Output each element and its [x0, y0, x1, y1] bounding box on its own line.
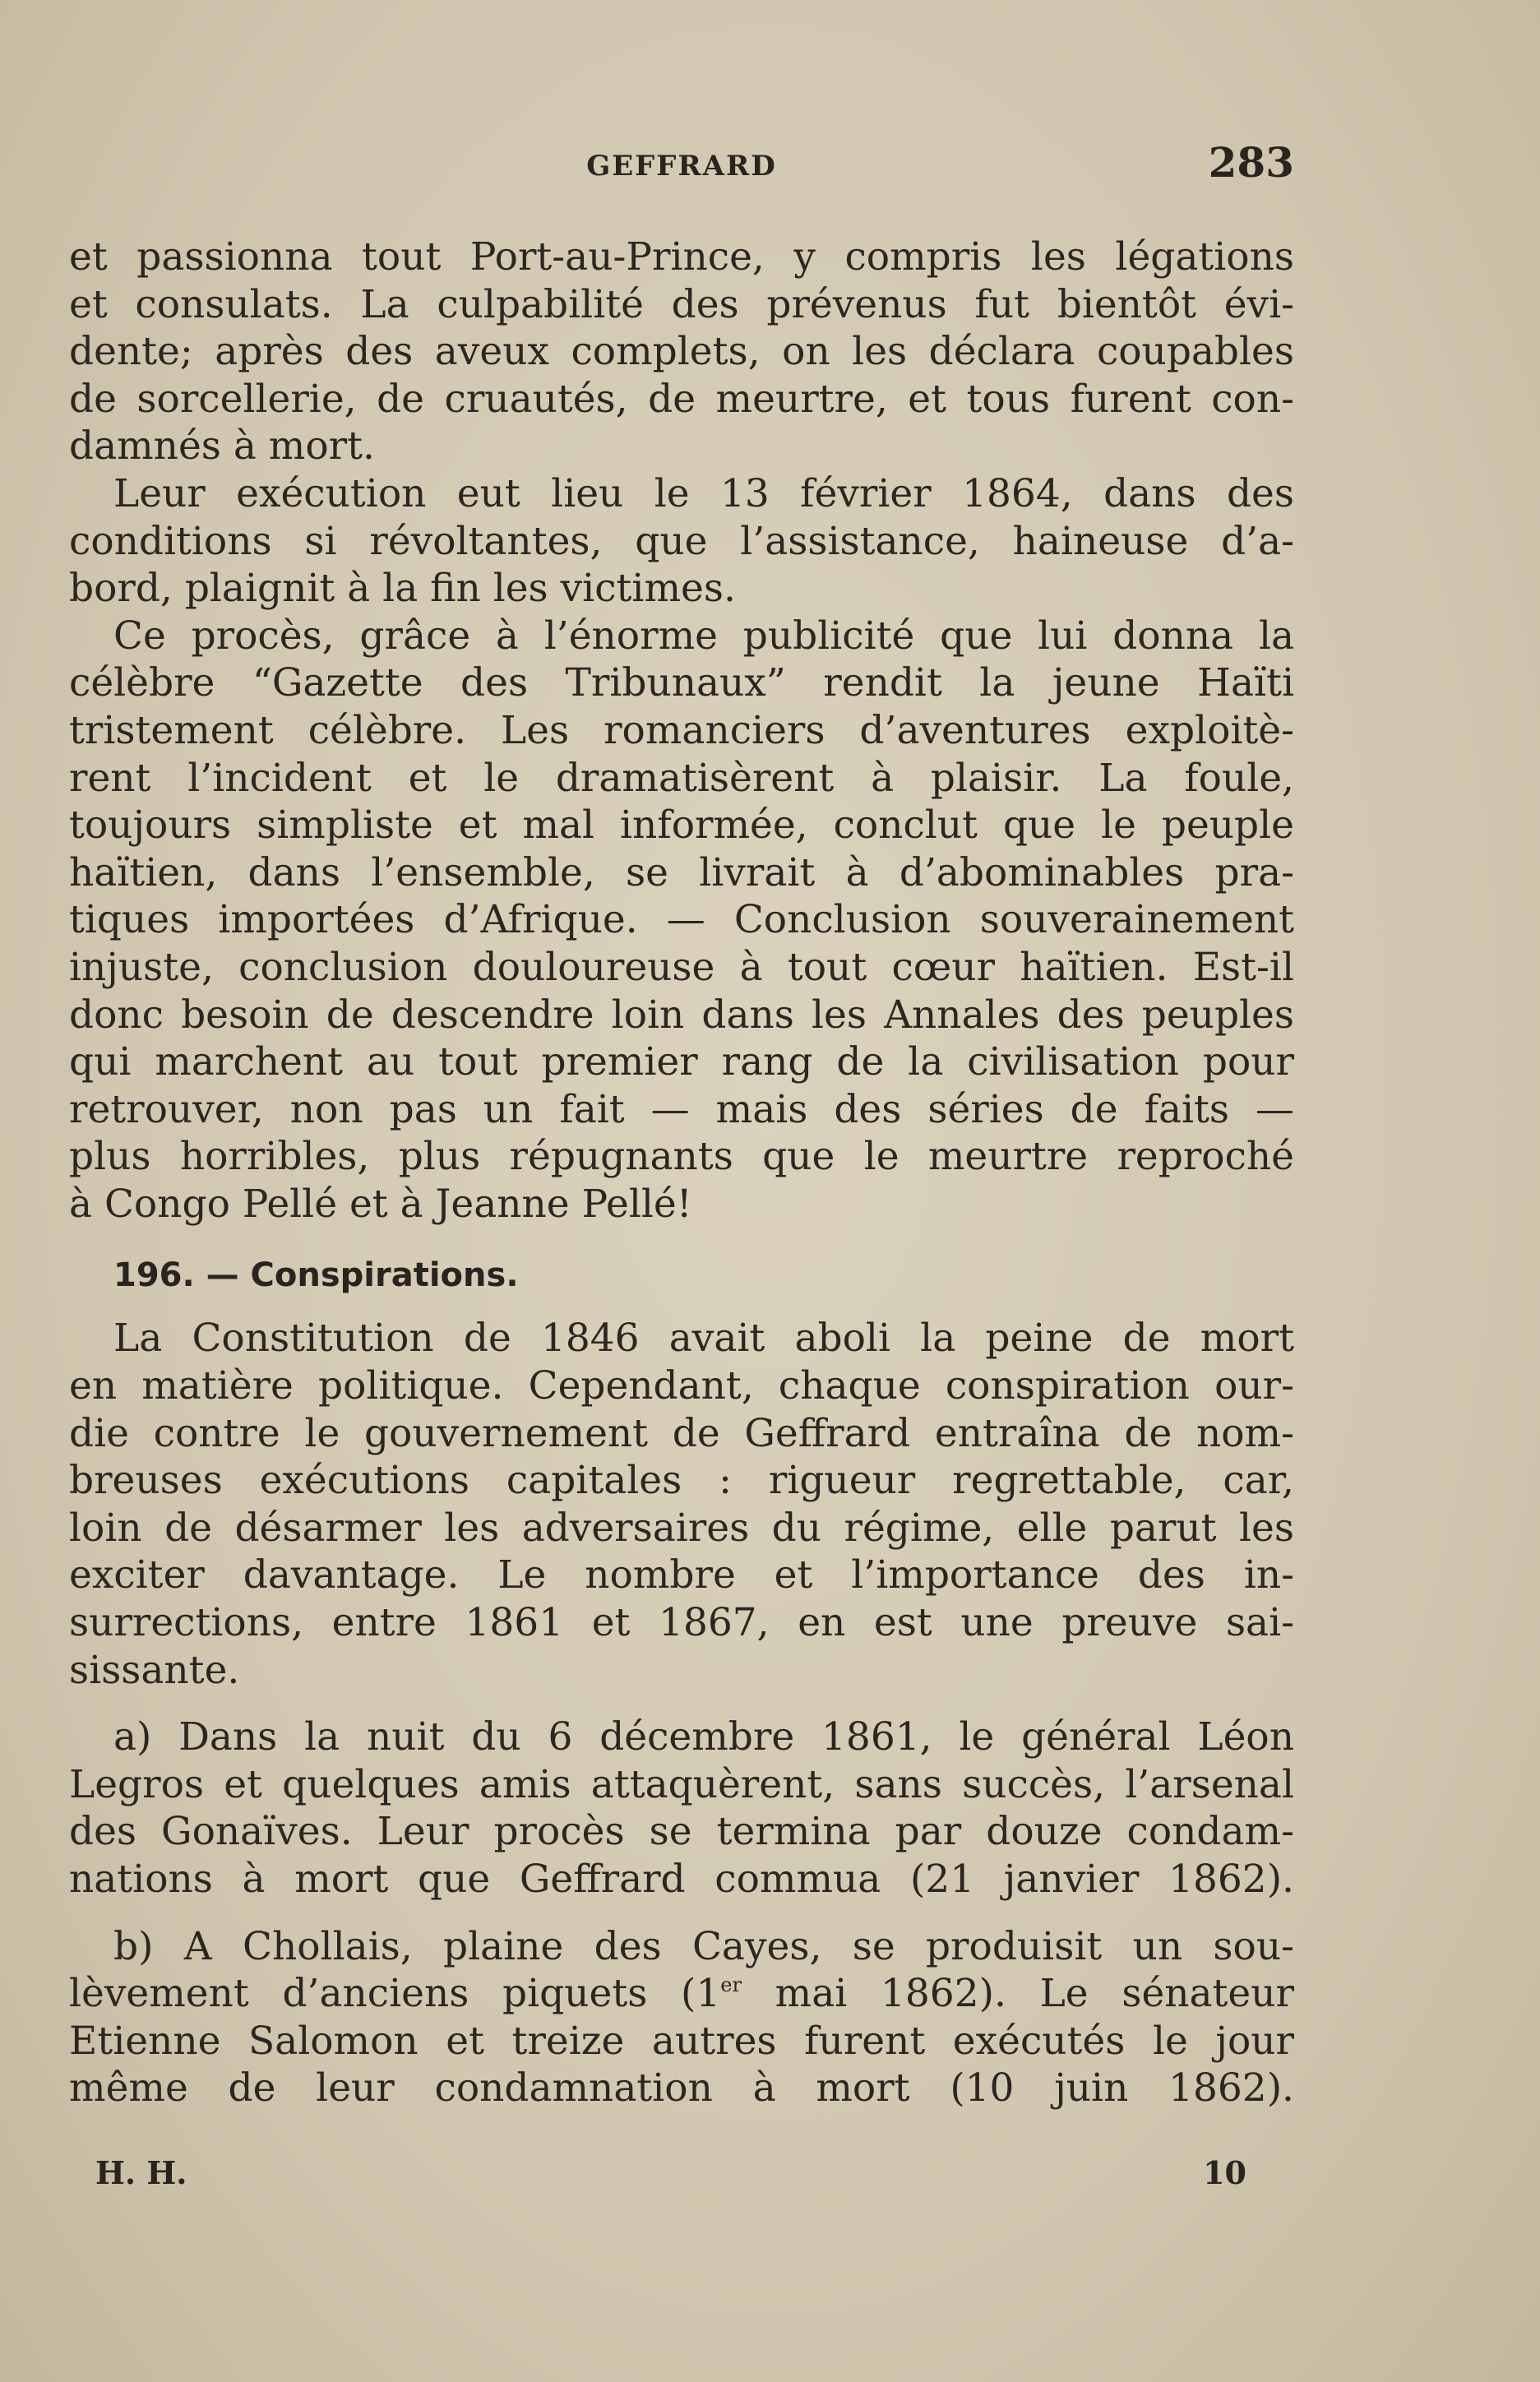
- text-line: Ce procès, grâce à l’énorme publicité que lui donna la: [113, 613, 1294, 659]
- text-line: tiques importées d’Afrique. — Conclusion souverainement: [69, 897, 1294, 943]
- text-line: a) Dans la nuit du 6 décembre 1861, le général Léon: [113, 1714, 1294, 1760]
- text-line: donc besoin de descendre loin dans les Annales des peuples: [69, 992, 1294, 1038]
- text-line: célèbre “Gazette des Tribunaux” rendit la jeune Haïti: [69, 660, 1294, 706]
- text-line: Leur exécution eut lieu le 13 février 1864, dans des: [113, 470, 1294, 516]
- text-line: die contre le gouvernement de Geffrard entraîna de nom-: [69, 1410, 1294, 1456]
- text-line: même de leur condamnation à mort (10 juin 1862).: [69, 2065, 1294, 2111]
- text-line: b) A Chollais, plaine des Cayes, se produisit un sou-: [113, 1923, 1294, 1969]
- text-line: loin de désarmer les adversaires du régime, elle parut les: [69, 1505, 1294, 1551]
- paragraph-2: [69, 470, 1294, 613]
- text-line: tristement célèbre. Les romanciers d’aventures exploitè-: [69, 707, 1294, 753]
- text-line: dente; après des aveux complets, on les déclara coupables: [69, 329, 1294, 375]
- paragraph-5: [69, 1714, 1294, 1903]
- text-line: en matière politique. Cependant, chaque conspiration our-: [69, 1363, 1294, 1409]
- paragraph-4: [69, 1315, 1294, 1694]
- text-line: sissante.: [69, 1647, 240, 1693]
- page-footer: [95, 2154, 1246, 2204]
- page-number: 283: [1208, 138, 1294, 187]
- text-line: plus horribles, plus répugnants que le meurtre reproché: [69, 1134, 1294, 1180]
- text-line: La Constitution de 1846 avait aboli la peine de mort: [113, 1316, 1294, 1362]
- running-head: [69, 138, 1294, 196]
- text-line: et consulats. La culpabilité des prévenus fut bientôt évi-: [69, 281, 1294, 327]
- text-line: conditions si révoltantes, que l’assistance, haineuse d’a-: [69, 518, 1294, 564]
- sheet-number: 10: [1203, 2154, 1246, 2191]
- ordinal-superscript: er: [720, 1973, 742, 1997]
- text-fragment: lèvement d’anciens piquets (1: [69, 1971, 721, 2017]
- text-line: nations à mort que Geffrard commua (21 janvier 1862).: [69, 1857, 1294, 1902]
- text-line: et passionna tout Port-au-Prince, y compris les légations: [69, 234, 1294, 280]
- text-line: des Gonaïves. Leur procès se termina par douze condam-: [69, 1809, 1294, 1855]
- text-line: qui marchent au tout premier rang de la civilisation pour: [69, 1039, 1294, 1085]
- paragraph-spacer: [69, 1903, 1294, 1923]
- text-fragment: mai 1862). Le sénateur: [741, 1971, 1294, 2017]
- body-text: [69, 234, 1294, 2112]
- paragraph-1: [69, 234, 1294, 470]
- text-line: de sorcellerie, de cruautés, de meurtre, et tous furent con-: [69, 376, 1294, 422]
- text-line: injuste, conclusion douloureuse à tout cœur haïtien. Est-il: [69, 944, 1294, 990]
- text-line: surrections, entre 1861 et 1867, en est une preuve sai-: [69, 1600, 1294, 1646]
- text-line: haïtien, dans l’ensemble, se livrait à d’abominables pra-: [69, 849, 1294, 895]
- text-line: Etienne Salomon et treize autres furent exécutés le jour: [69, 2018, 1294, 2064]
- text-line: à Congo Pellé et à Jeanne Pellé!: [69, 1181, 692, 1227]
- paragraph-3: [69, 613, 1294, 1228]
- text-line: toujours simpliste et mal informée, conclut que le peuple: [69, 802, 1294, 849]
- signature-mark: H. H.: [95, 2154, 187, 2191]
- paragraph-6: [69, 1923, 1294, 2112]
- text-line: damnés à mort.: [69, 423, 375, 469]
- text-line: retrouver, non pas un fait — mais des séries de faits —: [69, 1086, 1294, 1132]
- paragraph-spacer: [69, 1694, 1294, 1714]
- running-title: GEFFRARD: [586, 150, 777, 183]
- section-heading: 196. — Conspirations.: [113, 1256, 519, 1295]
- text-line: bord, plaignit à la fin les victimes.: [69, 566, 736, 612]
- text-line: rent l’incident et le dramatisèrent à plaisir. La foule,: [69, 755, 1294, 801]
- text-line: breuses exécutions capitales : rigueur regrettable, car,: [69, 1458, 1294, 1504]
- text-line: exciter davantage. Le nombre et l’importance des in-: [69, 1552, 1294, 1598]
- text-line-with-superscript: [69, 1970, 1294, 2018]
- text-line: Legros et quelques amis attaquèrent, sans succès, l’arsenal: [69, 1761, 1294, 1807]
